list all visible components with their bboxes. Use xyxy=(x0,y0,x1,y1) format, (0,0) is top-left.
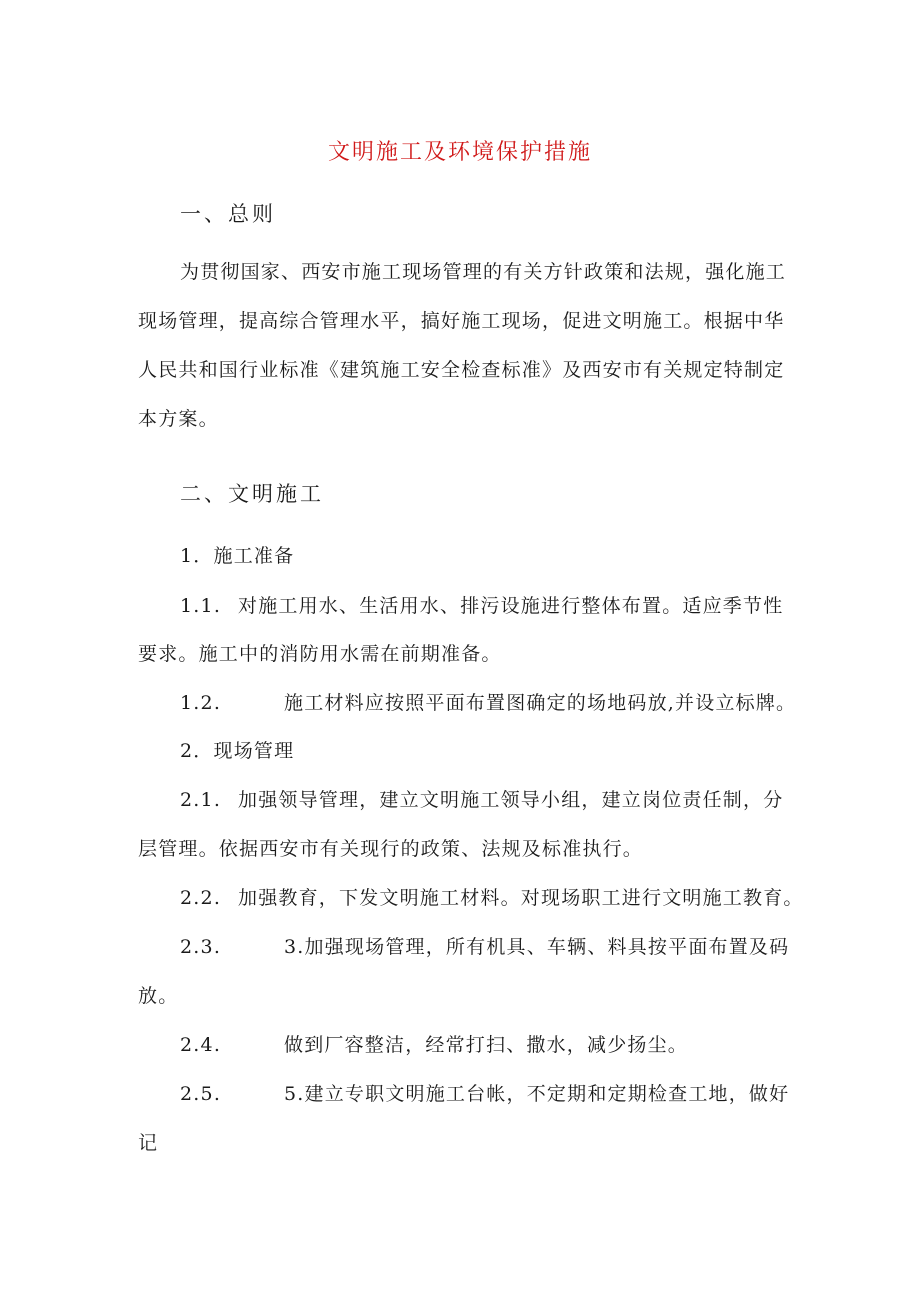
item-2-2 xyxy=(180,884,804,912)
subsection-1-title: 1．施工准备 xyxy=(180,545,295,567)
item-2-1 xyxy=(180,786,783,814)
item-2-5 xyxy=(180,1080,789,1108)
item-2-2-number: 2.2. xyxy=(180,887,222,909)
item-2-3 xyxy=(180,933,789,961)
item-2-3-number: 2.3. xyxy=(180,936,222,958)
item-2-5-continuation: 记 xyxy=(138,1132,159,1154)
document-title: 文明施工及环境保护措施 xyxy=(327,140,592,165)
item-1-1-continuation: 要求。施工中的消防用水需在前期准备。 xyxy=(138,643,502,665)
item-1-1 xyxy=(180,592,783,620)
item-2-3-text: 3.加强现场管理，所有机具、车辆、料具按平面布置及码 xyxy=(284,936,790,958)
item-2-5-text: 5.建立专职文明施工台帐，不定期和定期检查工地，做好 xyxy=(284,1083,790,1105)
item-1-1-number: 1.1. xyxy=(180,595,222,617)
section-1-paragraph-line-1: 为贯彻国家、西安市施工现场管理的有关方针政策和法规，强化施工 xyxy=(180,261,787,283)
item-2-1-text: 加强领导管理，建立文明施工领导小组，建立岗位责任制，分 xyxy=(238,789,784,811)
item-1-2-number: 1.2. xyxy=(180,692,222,714)
item-2-1-continuation: 层管理。依据西安市有关现行的政策、法规及标准执行。 xyxy=(138,838,644,860)
item-1-2 xyxy=(180,689,796,717)
item-2-4 xyxy=(180,1031,688,1059)
section-1-heading: 一、总则 xyxy=(180,202,276,226)
section-1-paragraph-line-4: 本方案。 xyxy=(138,408,219,430)
item-2-3-continuation: 放。 xyxy=(138,985,179,1007)
section-1-paragraph-line-2: 现场管理，提高综合管理水平，搞好施工现场，促进文明施工。根据中华 xyxy=(138,310,785,332)
subsection-2-title: 2．现场管理 xyxy=(180,740,295,762)
section-2-heading: 二、文明施工 xyxy=(180,482,324,506)
item-1-2-text: 施工材料应按照平面布置图确定的场地码放,并设立标牌。 xyxy=(284,692,797,714)
item-2-5-number: 2.5. xyxy=(180,1083,222,1105)
item-2-4-text: 做到厂容整洁，经常打扫、撒水，减少扬尘。 xyxy=(284,1034,689,1056)
item-1-1-text: 对施工用水、生活用水、排污设施进行整体布置。适应季节性 xyxy=(238,595,784,617)
item-2-1-number: 2.1. xyxy=(180,789,222,811)
item-2-4-number: 2.4. xyxy=(180,1034,222,1056)
section-1-paragraph-line-3: 人民共和国行业标准《建筑施工安全检查标准》及西安市有关规定特制定 xyxy=(138,359,785,381)
item-2-2-text: 加强教育，下发文明施工材料。对现场职工进行文明施工教育。 xyxy=(238,887,804,909)
